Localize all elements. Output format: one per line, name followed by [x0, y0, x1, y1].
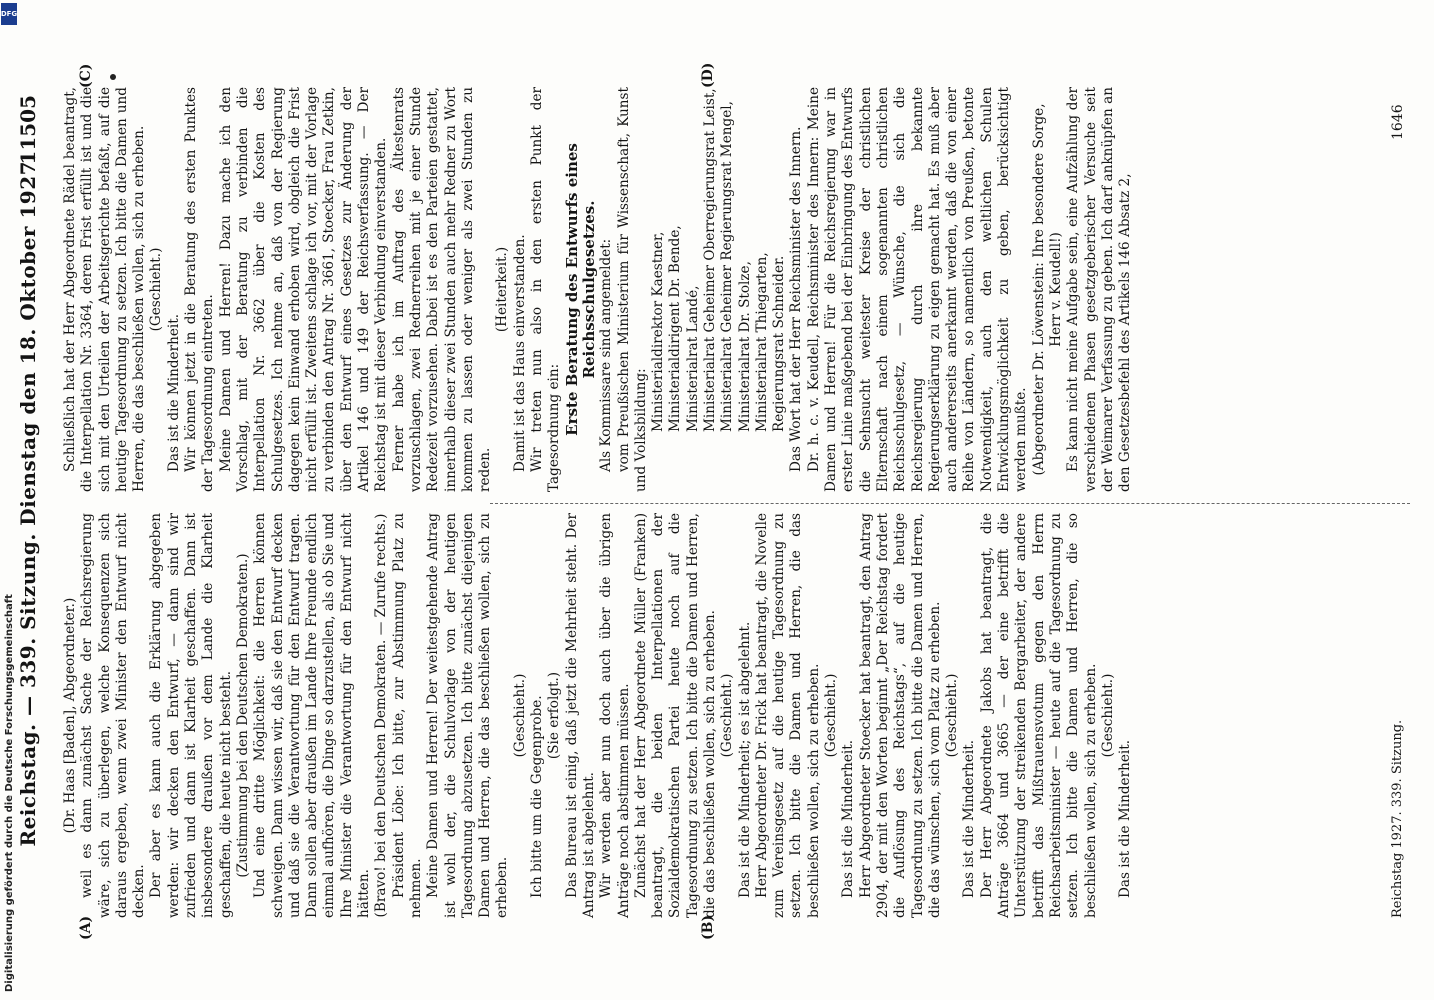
paragraph: Herr Abgeordneter Dr. Frick hat beantragt, die Novelle zum Vereinsgesetz auf die heutige Tagesordnung zu setzen. Ich bitte die Damen und Herren, die das beschließen wollen, sich zu erheben.	[753, 513, 822, 918]
commissioner-entry: Ministerialdirigent Dr. Bende,	[667, 225, 684, 432]
paragraph: Das ist die Minderheit.	[165, 313, 182, 472]
paragraph: Das ist die Minderheit.	[961, 739, 978, 898]
speaker-paragraph: Dr. h. c. v. Keudell, Reichsminister des Innern: Meine Damen und Herren! Für die Reichsregierung war in erster Linie maßgebend bei der Einbringung des Entwurfs die Sehnsucht weitester Kreise der christlichen Elternschaft nach einem sogenannten christlichen Reichsschulgesetz, — Wünsche, die sich die Reichsregierung durch ihre bekannte Regierungserklärung zu eigen gemacht hat. Es muß aber auch andererseits anerkannt werden, daß die von einer Reihe von Ländern, so namentlich von Preußen, betonte Notwendigkeit, auch den weltlichen Schulen Entwicklungsmöglichkeit zu geben, berücksichtigt werden mußte.	[805, 87, 1030, 492]
commissioner-entry: Ministerialrat Geheimer Regierungsrat Mengel,	[719, 101, 736, 432]
paragraph: Damit ist das Haus einverstanden.	[511, 234, 528, 472]
commissioner-entry: Ministerialrat Geheimer Oberregierungsrat Leist,	[701, 88, 718, 432]
header-title: Reichstag. — 339. Sitzung. Dienstag den 18. Oktober 1927.	[16, 153, 40, 847]
commissioner-entry: Ministerialdirektor Kaestner,	[650, 231, 667, 432]
commissioner-entry: Ministerialrat Thiegarten,	[753, 252, 770, 432]
paragraph: vom Preußischen Ministerium für Wissenschaft, Kunst und Volksbildung:	[615, 87, 649, 492]
speaker-paragraph: Präsident Löbe: Ich bitte, zur Abstimmung Platz zu nehmen.	[390, 513, 424, 918]
paragraph: Wir können jetzt in die Beratung des ersten Punktes der Tagesordnung eintreten.	[183, 87, 217, 492]
interjection: (Geschieht.)	[823, 673, 840, 758]
interjection: (Geschieht.)	[719, 673, 736, 758]
digitization-credit: Digitalisierung gefördert durch die Deutsche Forschungsgemeinschaft	[4, 594, 15, 992]
interjection: (Sie erfolgt.)	[546, 671, 563, 760]
footer-left: Reichstag 1927. 339. Sitzung.	[1390, 719, 1405, 918]
paragraph: Schließlich hat der Herr Abgeordnete Rädel beantragt, die Interpellation Nr. 3364, deren Frist erfüllt ist und die sich mit den Urteilen der Arbeitsgerichte befaßt, auf die heutige Tagesordnung zu setzen. Ich bitte die Damen und Herren, die das beschließen wollen, sich zu erheben.	[62, 87, 148, 492]
paragraph: Als Kommissare sind angemeldet:	[598, 238, 615, 472]
paragraph: Es kann nicht meine Aufgabe sein, eine Aufzählung der verschiedenen Phasen gesetzgeberischer Versuche seit der Weimarer Verfassung zu geben. Ich darf anknüpfen an den Gesetzesbefehl des Artikels 146 Absatz 2,	[1065, 87, 1134, 492]
commissioner-entry: Ministerialrat Dr. Stolze,	[736, 261, 753, 432]
interjection: (Heiterkeit.)	[494, 246, 511, 333]
margin-marker-d: (D)	[700, 62, 716, 88]
interjection: (Abgeordneter Dr. Löwenstein: Ihre besondere Sorge, Herr v. Keudell!)	[1030, 103, 1064, 476]
paragraph: Das ist die Minderheit.	[840, 739, 857, 898]
paragraph: Das ist die Minderheit; es ist abgelehnt.	[736, 621, 753, 898]
margin-marker-c: (C)	[78, 63, 94, 88]
margin-dot	[110, 74, 116, 80]
commissioner-entry: Ministerialrat Landé,	[684, 285, 701, 432]
paragraph: Meine Damen und Herren! Dazu mache ich den Vorschlag, mit der Beratung zu verbinden die Interpellation Nr. 3662 über die Kosten des Schulgesetzes. Ich nehme an, daß von der Regierung dagegen kein Einwand erhoben wird, obgleich die Frist nicht erfüllt ist. Zweitens schlage ich vor, mit der Vorlage zu verbinden den Antrag Nr. 3661, Stoecker, Frau Zetkin, über den Entwurf eines Gesetzes zur Änderung der Artikel 146 und 149 der Reichsverfassung. — Der Reichstag ist mit dieser Verbindung einverstanden.	[217, 87, 390, 492]
interjection: (Geschieht.)	[511, 673, 528, 758]
paragraph: Der aber es kann auch die Erklärung abgegeben werden: wir decken den Entwurf, — dann sind wir zufrieden und dann ist Klarheit geschaffen. Dann ist insbesondere draußen vor dem Lande die Klarheit geschaffen, die heute nicht besteht.	[148, 513, 234, 918]
interjection: (Zustimmung bei den Deutschen Demokraten.)	[234, 553, 251, 878]
paragraph: Ferner habe ich im Auftrag des Ältestenrats vorzuschlagen, zwei Rednerreihen mit je einer Stunde Redezeit vorzusehen. Dabei ist es den Parteien gestattet, innerhalb dieser zwei Stunden auch mehr Redner zu Wort kommen zu lassen oder weniger als zwei Stunden zu reden.	[390, 87, 494, 492]
speaker-continuation: (Dr. Haas [Baden], Abgeordneter.)	[62, 597, 78, 834]
paragraph: Meine Damen und Herren! Der weitestgehende Antrag ist wohl der, die Schulvorlage von der heutigen Tagesordnung abzusetzen. Ich bitte zunächst diejenigen Damen und Herren, die das beschließen wollen, sich zu erheben.	[425, 513, 511, 918]
left-column	[62, 513, 1134, 918]
page-header	[12, 95, 44, 905]
paragraph: Das ist die Minderheit.	[1117, 739, 1134, 898]
paragraph: Das Wort hat der Herr Reichsminister des Innern.	[788, 126, 805, 472]
interjection: (Geschieht.)	[944, 673, 961, 758]
dfg-logo: DFG	[1, 3, 17, 25]
paragraph: Ich bitte um die Gegenprobe.	[529, 695, 546, 898]
interjection: (Bravo! bei den Deutschen Demokraten. — Zurufe rechts.)	[373, 513, 390, 918]
margin-marker-a: (A)	[78, 915, 94, 940]
commissioner-entry: Regierungsrat Schneider.	[771, 255, 788, 432]
agenda-heading: Erste Beratung des Entwurfs eines Reichsschulgesetzes.	[562, 143, 598, 436]
margin-marker-b: (B)	[700, 914, 716, 940]
paragraph: Der Herr Abgeordnete Jakobs hat beantragt, die Anträge 3664 und 3665 — der eine betrifft die Unterstützung der streikenden Bergarbeiter, der andere betrifft das Mißtrauensvotum gegen den Herrn Reichsarbeitsminister — heute auf die Tagesordnung zu setzen. Ich bitte die Damen und Herren, die so beschließen wollen, sich zu erheben.	[978, 513, 1099, 918]
interjection: (Geschieht.)	[148, 247, 165, 332]
column-divider	[490, 503, 1410, 504]
paragraph: Das Bureau ist einig, daß jetzt die Mehrheit steht. Der Antrag ist abgelehnt.	[563, 513, 597, 918]
header-page-number: 11505	[16, 95, 40, 165]
interjection: (Geschieht.)	[1099, 673, 1116, 758]
paragraph: Herr Abgeordneter Stoecker hat beantragt, den Antrag 2904, der mit den Worten beginnt „Der Reichstag fordert die Auflösung des Reichstags“, auf die heutige Tagesordnung zu setzen. Ich bitte die Damen und Herren, die das wünschen, sich vom Platz zu erheben.	[857, 513, 943, 918]
paragraph: Wir werden aber nun doch auch über die übrigen Anträge noch abstimmen müssen.	[598, 513, 632, 918]
paragraph: Wir treten nun also in den ersten Punkt der Tagesordnung ein:	[529, 87, 563, 492]
footer-page-number: 1646	[1390, 104, 1406, 140]
right-column	[62, 87, 1134, 492]
paragraph: Zunächst hat der Herr Abgeordnete Müller (Franken) beantragt, die beiden Interpellationen der Sozialdemokratischen Partei heute noch auf die Tagesordnung zu setzen. Ich bitte die Damen und Herren, die das beschließen wollen, sich zu erheben.	[632, 513, 718, 918]
paragraph: Und eine dritte Möglichkeit: die Herren können schweigen. Dann wissen wir, daß sie den Entwurf decken und daß sie die Verantwortung für den Entwurf tragen. Dann sollen aber draußen im Lande Ihre Freunde endlich einmal aufhören, die Dinge so darzustellen, als ob Sie und Ihre Minister die Verantwortung für den Entwurf nicht hätten.	[252, 513, 373, 918]
paragraph: weil es dann zunächst Sache der Reichsregierung wäre, sich zu überlegen, welche Konsequenzen sich daraus ergeben, wenn zwei Minister den Entwurf nicht decken.	[79, 513, 148, 918]
